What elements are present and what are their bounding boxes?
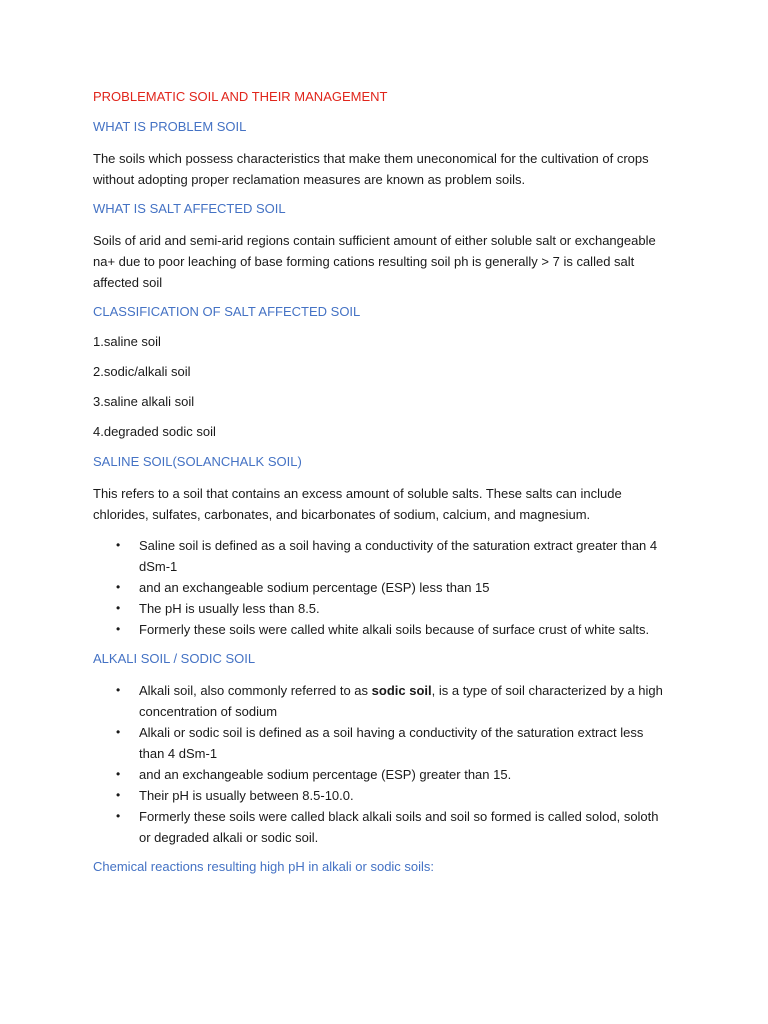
list-item <box>93 577 672 598</box>
heading-problem-soil: WHAT IS PROBLEM SOIL <box>93 119 247 134</box>
heading-saline-soil: SALINE SOIL(SOLANCHALK SOIL) <box>93 454 302 469</box>
classification-item: 4.degraded sodic soil <box>93 424 216 439</box>
list-item-text: Formerly these soils were called black alkali soils and soil so formed is called solod, soloth or degraded alkali or sodic soil. <box>139 809 659 845</box>
list-item-text: and an exchangeable sodium percentage (ESP) less than 15 <box>139 580 490 595</box>
bullet-icon: • <box>116 725 121 739</box>
list-item <box>93 680 672 722</box>
bullet-icon: • <box>116 622 121 636</box>
alkali-soil-bullet-list <box>93 680 672 848</box>
list-item <box>93 598 672 619</box>
bullet-icon: • <box>116 788 121 802</box>
paragraph-saline-soil: This refers to a soil that contains an excess amount of soluble salts. These salts can include chlorides, sulfates, carbonates, and bicarbonates of sodium, calcium, and magnesium. <box>93 486 622 522</box>
list-item-text: The pH is usually less than 8.5. <box>139 601 320 616</box>
bullet-icon: • <box>116 809 121 823</box>
list-item-text-bold: sodic soil <box>371 683 432 698</box>
paragraph-salt-affected-soil: Soils of arid and semi-arid regions contain sufficient amount of either soluble salt or exchangeable na+ due to poor leaching of base forming cations resulting soil ph is generally > 7 is called salt affected soil <box>93 233 656 290</box>
bullet-icon: • <box>116 601 121 615</box>
classification-item: 1.saline soil <box>93 334 161 349</box>
classification-item: 2.sodic/alkali soil <box>93 364 191 379</box>
bullet-icon: • <box>116 683 121 697</box>
list-item <box>93 785 672 806</box>
heading-alkali-soil: ALKALI SOIL / SODIC SOIL <box>93 651 256 666</box>
list-item <box>93 722 672 764</box>
list-item <box>93 806 672 848</box>
list-item <box>93 764 672 785</box>
paragraph-problem-soil: The soils which possess characteristics that make them uneconomical for the cultivation of crops without adopting proper reclamation measures are known as problem soils. <box>93 151 649 187</box>
list-item-text: Alkali or sodic soil is defined as a soil having a conductivity of the saturation extract less than 4 dSm-1 <box>139 725 644 761</box>
list-item-text: and an exchangeable sodium percentage (ESP) greater than 15. <box>139 767 512 782</box>
bullet-icon: • <box>116 767 121 781</box>
list-item <box>93 619 672 640</box>
classification-item: 3.saline alkali soil <box>93 394 195 409</box>
list-item-text: Formerly these soils were called white alkali soils because of surface crust of white salts. <box>139 622 650 637</box>
heading-chemical-reactions: Chemical reactions resulting high pH in alkali or sodic soils: <box>93 859 435 874</box>
heading-classification: CLASSIFICATION OF SALT AFFECTED SOIL <box>93 304 361 319</box>
bullet-icon: • <box>116 538 121 552</box>
list-item-text: Their pH is usually between 8.5-10.0. <box>139 788 354 803</box>
saline-soil-bullet-list <box>93 535 672 640</box>
bullet-icon: • <box>116 580 121 594</box>
list-item-text: Saline soil is defined as a soil having a conductivity of the saturation extract greater than 4 dSm-1 <box>139 538 658 574</box>
heading-salt-affected-soil: WHAT IS SALT AFFECTED SOIL <box>93 201 286 216</box>
list-item-text-post: , is a type of soil characterized by a high concentration of sodium <box>139 683 663 719</box>
document-title: PROBLEMATIC SOIL AND THEIR MANAGEMENT <box>93 89 388 104</box>
list-item-text-pre: Alkali soil, also commonly referred to as <box>139 683 372 698</box>
list-item <box>93 535 672 577</box>
